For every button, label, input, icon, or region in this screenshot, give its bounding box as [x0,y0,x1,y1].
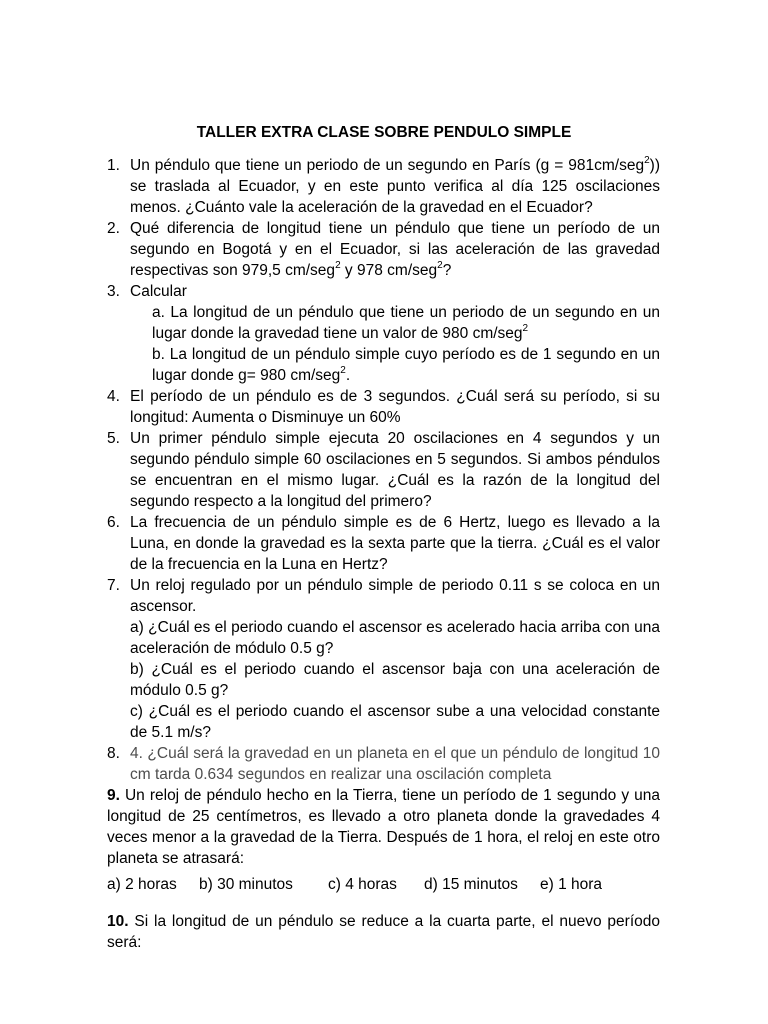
question-9 [107,785,660,869]
question-text: El período de un péndulo es de 3 segundos. ¿Cuál será su período, si su longitud: Aumenta o Disminuye un 60% [130,388,660,426]
sub-question-b: b. La longitud de un péndulo simple cuyo período es de 1 segundo en un lugar donde g= 980 cm/seg$^2$. [152,346,660,384]
question-text: La frecuencia de un péndulo simple es de 6 Hertz, luego es llevado a la Luna, en donde la gravedad es la sexta parte que la tierra. ¿Cuál es el valor de la frecuencia en la Luna en Hertz? [130,514,660,573]
question-text: Calcular [130,283,187,300]
question-text: ? [442,262,452,279]
question-5 [107,428,660,512]
sub-question-b: b) ¿Cuál es el periodo cuando el ascensor baja con una aceleración de módulo 0.5 g? [130,661,660,699]
question-7 [107,575,660,743]
question-text: Un reloj regulado por un péndulo simple de periodo 0.11 s se coloca en un ascensor. [130,577,660,615]
question-number: 6. [107,514,120,531]
question-4 [107,386,660,428]
superscript: 2 [335,259,341,271]
superscript: 2 [437,259,443,271]
question-1 [107,155,660,218]
question-number: 10. [107,913,129,930]
question-number: 3. [107,283,120,300]
sub-question-c: c) ¿Cuál es el periodo cuando el ascensor sube a una velocidad constante de 5.1 m/s? [130,703,660,741]
question-6 [107,512,660,575]
sub-question-a: a) ¿Cuál es el periodo cuando el ascensor es acelerado hacia arriba con una aceleración de módulo 0.5 g? [130,619,660,657]
superscript: 2 [644,154,650,166]
option-e: e) 1 hora [540,876,603,893]
sub-question-a: a. La longitud de un péndulo que tiene un periodo de un segundo en un lugar donde la gravedad tiene un valor de 980 cm/seg$^2$ [152,304,660,342]
question-list [107,155,660,785]
question-text: y 978 cm/seg [340,262,438,279]
document-title: TALLER EXTRA CLASE SOBRE PENDULO SIMPLE [196,124,572,141]
option-a: a) 2 horas [107,876,177,893]
question-number: 8. [107,745,120,762]
question-2 [107,218,660,281]
question-8 [107,743,660,785]
option-c: c) 4 horas [328,876,397,893]
question-number: 1. [107,157,120,174]
question-number: 7. [107,577,120,594]
question-number: 4. [107,388,120,405]
option-d: d) 15 minutos [424,876,518,893]
question-text: Un reloj de péndulo hecho en la Tierra, tiene un período de 1 segundo y una longitud de 25 centímetros, es llevado a otro planeta donde la gravedades 4 veces menor a la gravedad de la Tierra. Después de 1 hora, el reloj en este otro planeta se atrasará: [107,787,660,867]
question-text: 4. ¿Cuál será la gravedad en un planeta en el que un péndulo de longitud 10 cm tarda 0.634 segundos en realizar una oscilación completa [130,745,660,783]
question-text: )) se traslada al Ecuador, y en este punto verifica al día 125 oscilaciones menos. ¿Cuánto vale la aceleración de la gravedad en el Ecuador? [130,157,660,216]
question-text: Qué diferencia de longitud tiene un péndulo que tiene un período de un segundo en Bogotá y en el Ecuador, si las aceleración de las gravedad respectivas son 979,5 cm/seg [130,220,660,279]
question-number: 2. [107,220,120,237]
question-text: Un primer péndulo simple ejecuta 20 oscilaciones en 4 segundos y un segundo péndulo simple 60 oscilaciones en 5 segundos. Si ambos péndulos se encuentran en el mismo lugar. ¿Cuál es la razón de la longitud del segundo respecto a la longitud del primero? [130,430,660,510]
question-3 [107,281,660,386]
question-number: 9. [107,787,120,804]
question-10 [107,911,660,953]
question-text: Si la longitud de un péndulo se reduce a la cuarta parte, el nuevo período será: [107,913,660,951]
superscript: 2 [522,322,529,334]
question-text: Un péndulo que tiene un periodo de un segundo en París (g = 981cm/seg [130,157,645,174]
option-b: b) 30 minutos [199,876,293,893]
superscript: 2 [340,364,346,376]
question-number: 5. [107,430,120,447]
